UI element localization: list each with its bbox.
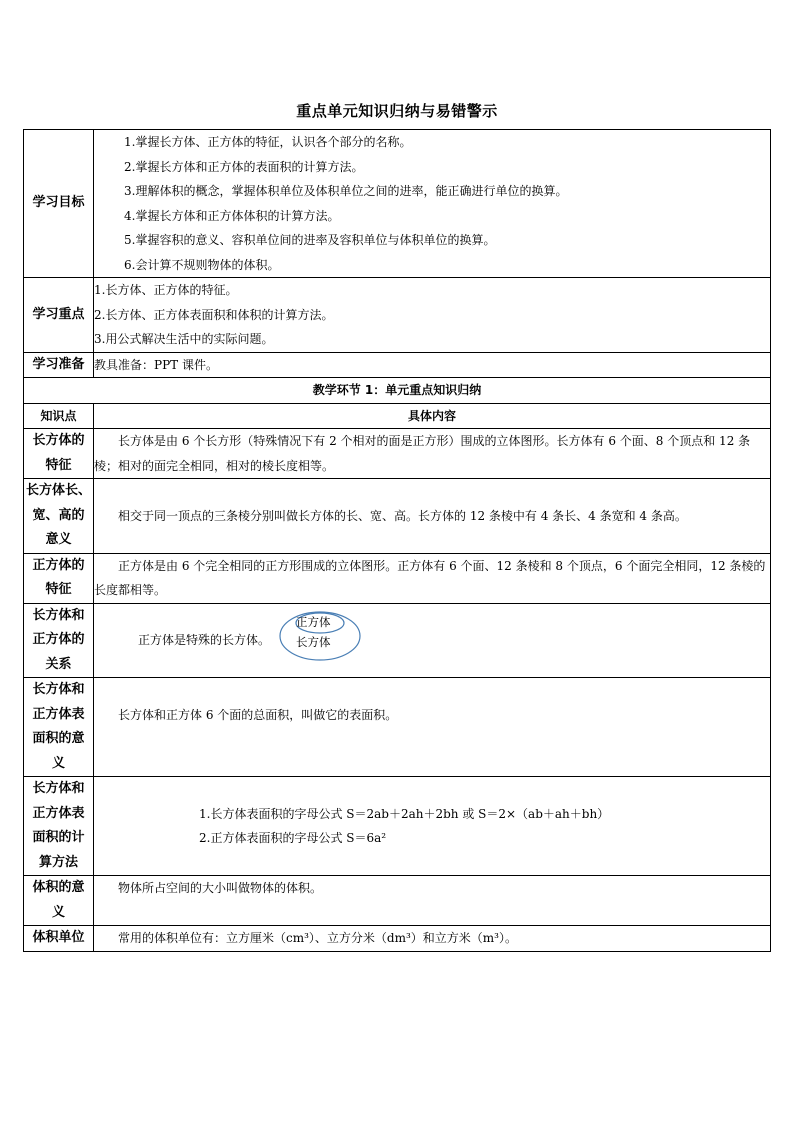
formula-line: 2.正方体表面积的字母公式 S＝6a² [199, 831, 387, 845]
knowledge-row [24, 926, 771, 952]
knowledge-label [24, 553, 94, 603]
col-header-point: 知识点 [24, 403, 94, 429]
page-title: 重点单元知识归纳与易错警示 [296, 102, 498, 120]
knowledge-label [24, 603, 94, 678]
knowledge-content: 物体所占空间的大小叫做物体的体积。 [94, 876, 771, 926]
venn-inner-label: 正方体 [296, 615, 331, 630]
label-line: 面积的计 [32, 830, 85, 845]
goal-item: 6.会计算不规则物体的体积。 [124, 257, 280, 272]
venn-outer-label: 长方体 [296, 635, 331, 650]
focus-item: 1.长方体、正方体的特征。 [94, 283, 238, 297]
label-line: 义 [51, 904, 65, 920]
label-line: 长方体的 [32, 433, 85, 448]
knowledge-row [24, 429, 771, 479]
knowledge-content: 正方体是由 6 个完全相同的正方形围成的立体图形。正方体有 6 个面、12 条棱和 8 个顶点，6 个面完全相同，12 条棱的长度都相等。 [94, 553, 771, 603]
label-line: 宽、高的 [32, 507, 85, 523]
label-line: 正方体的 [32, 632, 85, 647]
relation-text: 正方体是特殊的长方体。 [138, 633, 271, 647]
knowledge-content: 长方体是由 6 个长方形（特殊情况下有 2 个相对的面是正方形）围成的立体图形。长方体有 6 个面、8 个顶点和 12 条棱；相对的面完全相同，相对的棱长度相等。 [94, 429, 771, 479]
column-header-row [24, 403, 771, 429]
knowledge-row [24, 553, 771, 603]
knowledge-row [24, 777, 771, 876]
goal-item: 3.理解体积的概念，掌握体积单位及体积单位之间的进率，能正确进行单位的换算。 [124, 184, 568, 198]
knowledge-content [94, 777, 771, 876]
knowledge-row [24, 876, 771, 926]
label-line: 体积单位 [32, 930, 85, 945]
label-line: 特征 [45, 457, 72, 473]
knowledge-label [24, 926, 94, 952]
label-line: 正方体表 [32, 706, 85, 722]
goals-content [94, 130, 771, 278]
label-line: 长方体和 [32, 607, 85, 623]
knowledge-label [24, 876, 94, 926]
focus-content [94, 278, 771, 353]
prep-row [24, 352, 771, 378]
knowledge-label [24, 777, 94, 876]
knowledge-content: 相交于同一顶点的三条棱分别叫做长方体的长、宽、高。长方体的 12 条棱中有 4 条长、4 条宽和 4 条高。 [94, 479, 771, 554]
formula-line: 1.长方体表面积的字母公式 S＝2ab＋2ah＋2bh 或 S＝2×（ab＋ah＋bh） [199, 806, 610, 821]
knowledge-label [24, 429, 94, 479]
knowledge-content: 常用的体积单位有：立方厘米（cm³）、立方分米（dm³）和立方米（m³）。 [94, 926, 771, 952]
label-line: 意义 [45, 532, 72, 547]
goal-item: 2.掌握长方体和正方体的表面积的计算方法。 [124, 159, 364, 174]
knowledge-content [94, 603, 771, 678]
knowledge-row [24, 603, 771, 678]
lesson-table [23, 129, 771, 952]
label-line: 正方体的 [32, 557, 85, 573]
goals-row [24, 130, 771, 278]
knowledge-row [24, 678, 771, 777]
label-line: 面积的意 [32, 731, 85, 746]
goal-item: 5.掌握容积的意义、容积单位间的进率及容积单位与体积单位的换算。 [124, 233, 496, 247]
focus-row [24, 278, 771, 353]
label-line: 关系 [45, 656, 72, 672]
section-header-row [24, 378, 771, 404]
knowledge-label [24, 479, 94, 554]
label-line: 长方体长、 [25, 483, 91, 498]
goal-item: 1.掌握长方体、正方体的特征，认识各个部分的名称。 [124, 135, 412, 149]
focus-item: 2.长方体、正方体表面积和体积的计算方法。 [94, 307, 334, 322]
focus-label: 学习重点 [24, 278, 94, 353]
focus-item: 3.用公式解决生活中的实际问题。 [94, 332, 274, 346]
venn-diagram [278, 610, 362, 662]
col-header-content: 具体内容 [94, 403, 771, 429]
label-line: 正方体表 [32, 805, 85, 821]
label-line: 长方体和 [32, 781, 85, 796]
knowledge-content: 长方体和正方体 6 个面的总面积，叫做它的表面积。 [94, 678, 771, 777]
label-line: 算方法 [38, 854, 78, 870]
label-line: 特征 [45, 582, 72, 597]
label-line: 义 [51, 755, 65, 771]
goals-label: 学习目标 [24, 130, 94, 278]
prep-content: 教具准备：PPT 课件。 [94, 352, 771, 378]
label-line: 体积的意 [32, 880, 85, 895]
knowledge-label [24, 678, 94, 777]
goal-item: 4.掌握长方体和正方体体积的计算方法。 [124, 208, 340, 223]
knowledge-row [24, 479, 771, 554]
label-line: 长方体和 [32, 682, 85, 697]
prep-label: 学习准备 [24, 352, 94, 378]
section-header: 教学环节 1：单元重点知识归纳 [24, 378, 771, 404]
